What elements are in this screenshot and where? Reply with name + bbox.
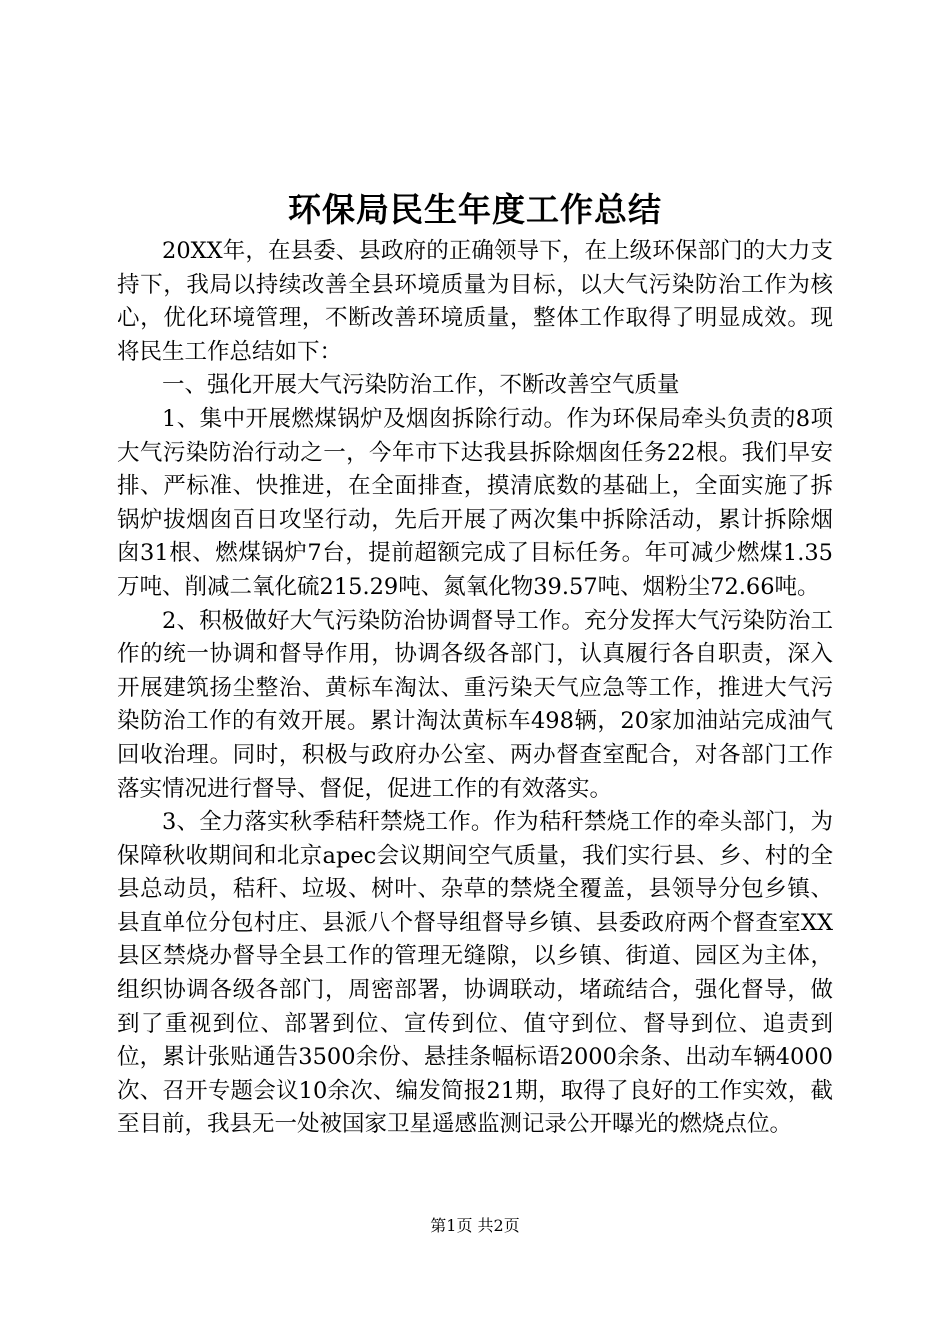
- paragraph-intro: 20XX年，在县委、县政府的正确领导下，在上级环保部门的大力支持下，我局以持续改善全县环境质量为目标，以大气污染防治工作为核心，优化环境管理，不断改善环境质量，整体工作取得了明显成效。现将民生工作总结如下：: [117, 238, 833, 365]
- paragraph-item-1: 1、集中开展燃煤锅炉及烟囱拆除行动。作为环保局牵头负责的8项大气污染防治行动之一，今年市下达我县拆除烟囱任务22根。我们早安排、严标准、快推进，在全面排查，摸清底数的基础上，全面实施了拆锅炉拔烟囱百日攻坚行动，先后开展了两次集中拆除活动，累计拆除烟囱31根、燃煤锅炉7台，提前超额完成了目标任务。年可减少燃煤1.35万吨、削减二氧化硫215.29吨、氮氧化物39.57吨、烟粉尘72.66吨。: [117, 405, 833, 600]
- paragraph-item-3: 3、全力落实秋季秸秆禁烧工作。作为秸秆禁烧工作的牵头部门，为保障秋收期间和北京apec会议期间空气质量，我们实行县、乡、村的全县总动员，秸秆、垃圾、树叶、杂草的禁烧全覆盖，县领导分包乡镇、县直单位分包村庄、县派八个督导组督导乡镇、县委政府两个督查室XX县区禁烧办督导全县工作的管理无缝隙，以乡镇、街道、园区为主体，组织协调各级各部门，周密部署，协调联动，堵疏结合，强化督导，做到了重视到位、部署到位、宣传到位、值守到位、督导到位、追责到位，累计张贴通告3500余份、悬挂条幅标语2000余条、出动车辆4000次、召开专题会议10余次、编发简报21期，取得了良好的工作实效，截至目前，我县无一处被国家卫星遥感监测记录公开曝光的燃烧点位。: [117, 809, 833, 1138]
- document-body: [117, 235, 833, 1142]
- document-title: 环保局民生年度工作总结: [288, 190, 662, 229]
- section-heading-1: 一、强化开展大气污染防治工作，不断改善空气质量: [162, 372, 680, 399]
- page-footer: 第1页 共2页: [430, 1216, 520, 1235]
- paragraph-item-2: 2、积极做好大气污染防治协调督导工作。充分发挥大气污染防治工作的统一协调和督导作用，协调各级各部门，认真履行各自职责，深入开展建筑扬尘整治、黄标车淘汰、重污染天气应急等工作，推进大气污染防治工作的有效开展。累计淘汰黄标车498辆，20家加油站完成油气回收治理。同时，积极与政府办公室、两办督查室配合，对各部门工作落实情况进行督导、督促，促进工作的有效落实。: [117, 607, 833, 802]
